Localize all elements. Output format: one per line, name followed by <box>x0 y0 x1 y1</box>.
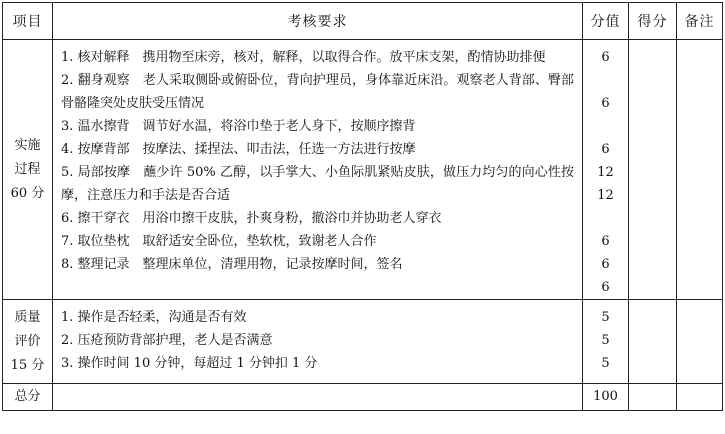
header-got-score: 得分 <box>629 3 677 40</box>
requirement-item: 1. 核对解释 携用物至床旁，核对，解释，以取得合作。放平床支架，酌情协助排便 <box>61 50 546 65</box>
got-score-cell <box>629 300 677 384</box>
requirement-item: 8. 整理记录 整理床单位，清理用物，记录按摩时间，签名 <box>61 257 403 272</box>
scores-cell <box>583 40 629 300</box>
total-requirement-cell <box>53 384 583 411</box>
score-value: 6 <box>601 50 610 65</box>
requirements-cell <box>53 300 583 384</box>
section-label-line: 评价 <box>14 333 41 349</box>
requirement-item: 4. 按摩背部 按摩法、揉捏法、叩击法，任选一方法进行按摩 <box>61 142 416 157</box>
score-value: 12 <box>597 165 614 180</box>
section-implementation <box>3 40 723 300</box>
header-row <box>3 3 723 40</box>
requirement-item: 5. 局部按摩 蘸少许 50% 乙醇，以手掌大、小鱼际肌紧贴皮肤，做压力均匀的向心性按摩，注意压力和手法是否合适 <box>61 165 574 203</box>
section-label-line: 60 分 <box>10 185 45 201</box>
remark-cell <box>677 384 723 411</box>
score-value: 5 <box>601 310 610 325</box>
section-label <box>3 40 53 300</box>
section-label-line: 15 分 <box>10 357 45 373</box>
score-value: 5 <box>601 356 610 371</box>
section-label-line: 质量 <box>14 309 41 325</box>
header-item: 项目 <box>3 3 53 40</box>
total-score: 100 <box>583 384 629 411</box>
requirement-item: 1. 操作是否轻柔，沟通是否有效 <box>61 310 247 325</box>
requirement-item: 3. 温水擦背 调节好水温，将浴巾垫于老人身下，按顺序擦背 <box>61 119 416 134</box>
score-value: 6 <box>601 280 610 295</box>
section-label <box>3 300 53 384</box>
requirement-item: 3. 操作时间 10 分钟，每超过 1 分钟扣 1 分 <box>61 356 318 371</box>
got-score-cell <box>629 384 677 411</box>
header-remark: 备注 <box>677 3 723 40</box>
requirement-item: 2. 翻身观察 老人采取侧卧或俯卧位，背向护理员，身体靠近床沿。观察老人背部、臀部骨骼隆突处皮肤受压情况 <box>61 73 574 111</box>
section-label-line: 实施 <box>14 137 41 153</box>
section-label-line: 过程 <box>14 161 41 177</box>
score-value: 5 <box>601 333 610 348</box>
requirement-item: 6. 擦干穿衣 用浴巾擦干皮肤，扑爽身粉，撤浴巾并协助老人穿衣 <box>61 211 442 226</box>
remark-cell <box>677 40 723 300</box>
score-value: 6 <box>601 96 610 111</box>
header-requirement: 考核要求 <box>53 3 583 40</box>
score-value: 12 <box>597 188 614 203</box>
requirement-item: 7. 取位垫枕 取舒适安全卧位，垫软枕，致谢老人合作 <box>61 234 377 249</box>
got-score-cell <box>629 40 677 300</box>
assessment-table <box>2 2 723 411</box>
total-row <box>3 384 723 411</box>
score-value: 6 <box>601 142 610 157</box>
header-score: 分值 <box>583 3 629 40</box>
score-value: 6 <box>601 257 610 272</box>
total-label: 总分 <box>3 384 53 411</box>
section-quality <box>3 300 723 384</box>
score-value: 6 <box>601 234 610 249</box>
scores-cell <box>583 300 629 384</box>
requirement-item: 2. 压疮预防背部护理，老人是否满意 <box>61 333 273 348</box>
requirements-cell <box>53 40 583 300</box>
remark-cell <box>677 300 723 384</box>
